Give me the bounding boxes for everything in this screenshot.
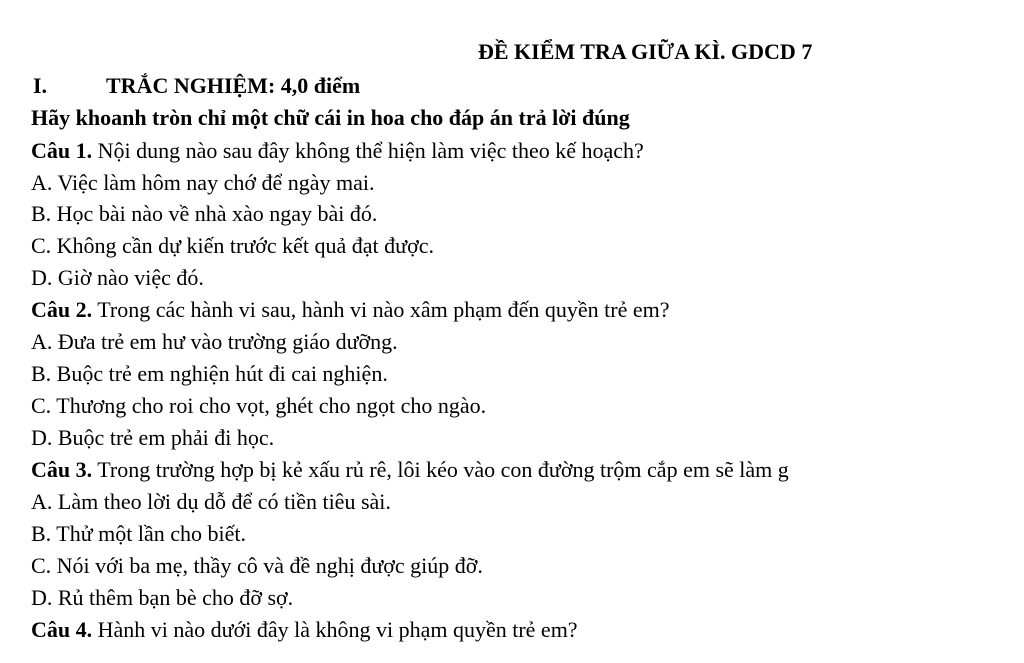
question-4 xyxy=(31,616,578,644)
question-2-option-c: C. Thương cho roi cho vọt, ghét cho ngọt cho ngào. xyxy=(31,393,487,418)
question-2 xyxy=(31,296,670,324)
question-label: Câu 4. xyxy=(31,617,93,642)
question-2-option-a: A. Đưa trẻ em hư vào trường giáo dưỡng. xyxy=(31,329,398,354)
question-3 xyxy=(31,456,789,484)
question-1 xyxy=(31,137,644,165)
question-3-option-c: C. Nói với ba mẹ, thầy cô và đề nghị được giúp đỡ. xyxy=(31,553,483,578)
question-3-option-b: B. Thử một lần cho biết. xyxy=(31,521,246,546)
question-label: Câu 2. xyxy=(31,297,93,322)
question-1-option-c: C. Không cần dự kiến trước kết quả đạt được. xyxy=(31,233,434,258)
question-text: Trong các hành vi sau, hành vi nào xâm phạm đến quyền trẻ em? xyxy=(92,297,670,322)
exam-title: ĐỀ KIỂM TRA GIỮA KÌ. GDCD 7 xyxy=(478,39,813,64)
instruction-text: Hãy khoanh tròn chỉ một chữ cái in hoa cho đáp án trả lời đúng xyxy=(31,105,630,130)
question-1-option-b: B. Học bài nào về nhà xào ngay bài đó. xyxy=(31,201,378,226)
question-1-option-d: D. Giờ nào việc đó. xyxy=(31,265,204,290)
question-text: Trong trường hợp bị kẻ xấu rủ rê, lôi kéo vào con đường trộm cắp em sẽ làm g xyxy=(92,457,789,482)
question-3-option-d: D. Rủ thêm bạn bè cho đỡ sợ. xyxy=(31,585,294,610)
question-text: Nội dung nào sau đây không thể hiện làm việc theo kế hoạch? xyxy=(92,138,644,163)
question-2-option-d: D. Buộc trẻ em phải đi học. xyxy=(31,425,275,450)
section-label: TRẮC NGHIỆM: 4,0 điểm xyxy=(106,73,361,98)
question-3-option-a: A. Làm theo lời dụ dỗ để có tiền tiêu sài. xyxy=(31,489,391,514)
question-label: Câu 1. xyxy=(31,138,93,163)
section-number: I. xyxy=(33,73,48,98)
question-2-option-b: B. Buộc trẻ em nghiện hút đi cai nghiện. xyxy=(31,361,388,386)
question-1-option-a: A. Việc làm hôm nay chớ để ngày mai. xyxy=(31,170,375,195)
question-text: Hành vi nào dưới đây là không vi phạm quyền trẻ em? xyxy=(92,617,578,642)
section-heading xyxy=(33,72,360,100)
question-label: Câu 3. xyxy=(31,457,93,482)
